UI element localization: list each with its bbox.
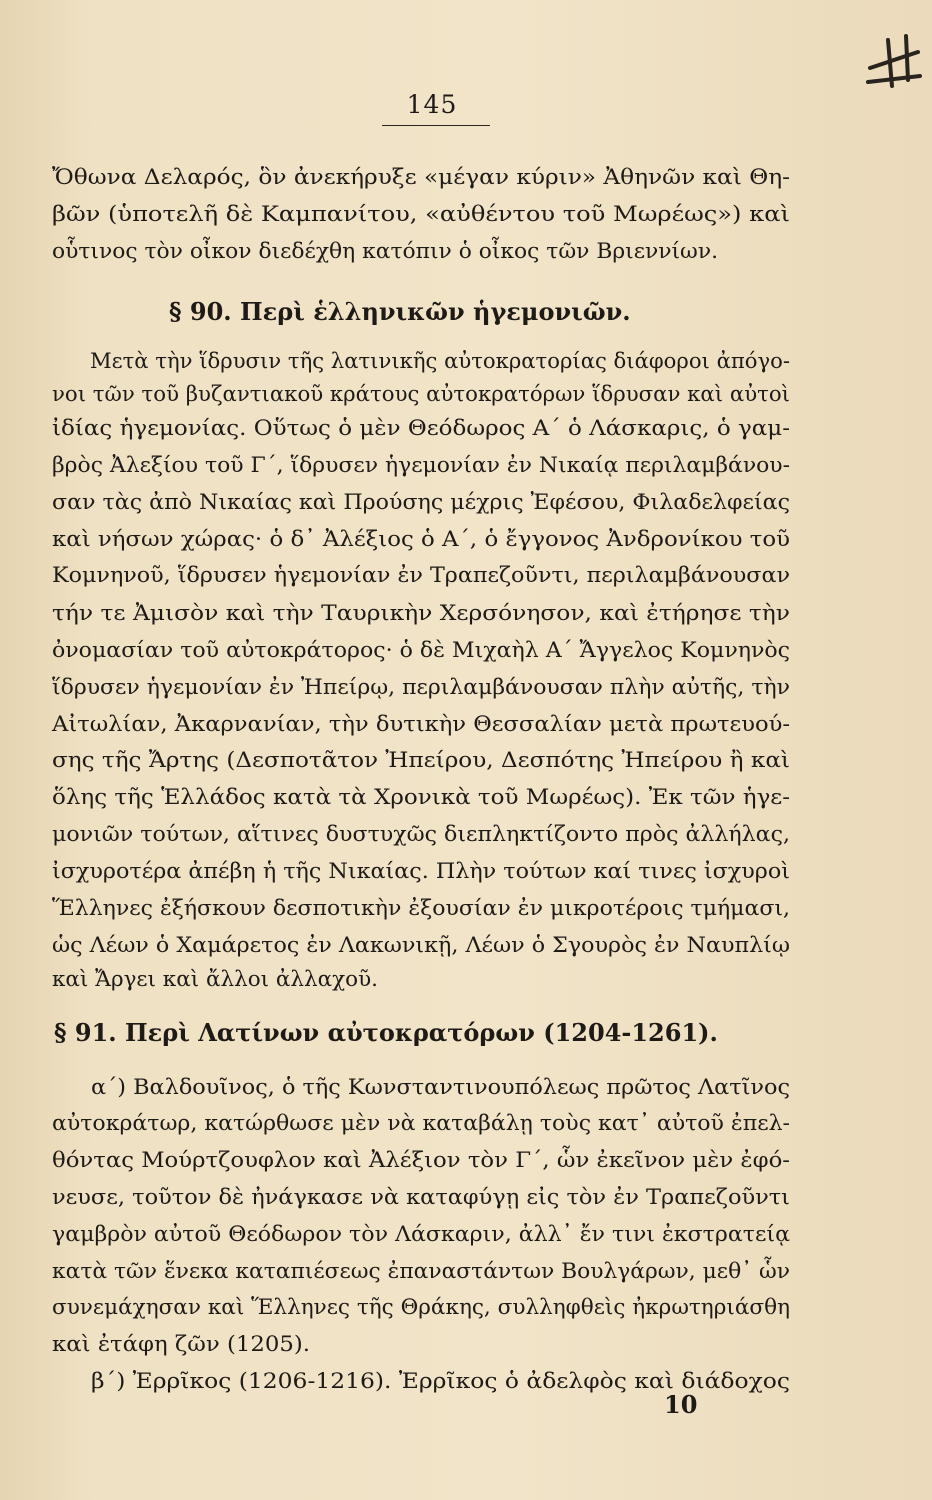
text-line: νευσε, τοῦτον δὲ ἠνάγκασε νὰ καταφύγῃ εἰς τὸν ἐν Τραπεζοῦντι: [52, 1185, 790, 1209]
text-line: θόντας Μούρτζουφλον καὶ Ἀλέξιον τὸν Γ΄, ὧν ἐκεῖνον μὲν ἐφό-: [52, 1148, 790, 1172]
text-line: β΄) Ἐρρῖκος (1206-1216). Ἐρρῖκος ὁ ἀδελφὸς καὶ διάδοχος: [91, 1369, 790, 1393]
text-line: ἰσχυροτέρα ἀπέβη ἡ τῆς Νικαίας. Πλὴν τούτων καί τινες ἰσχυροὶ: [52, 859, 791, 883]
text-line: συνεμάχησαν καὶ Ἕλληνες τῆς Θράκης, συλληφθεὶς ἠκρωτηριάσθη: [52, 1295, 790, 1319]
text-line: Αἰτωλίαν, Ἀκαρνανίαν, τὴν δυτικὴν Θεσσαλίαν μετὰ πρωτευού-: [52, 712, 790, 736]
section-heading: § 91. Περὶ Λατίνων αὐτοκρατόρων (1204-1261).: [54, 1018, 718, 1047]
text-line: ὀνομασίαν τοῦ αὐτοκράτορος· ὁ δὲ Μιχαὴλ Α΄ Ἄγγελος Κομνηνὸς: [52, 638, 790, 662]
text-line: βρὸς Ἀλεξίου τοῦ Γ΄, ἵδρυσεν ἡγεμονίαν ἐν Νικαίᾳ περιλαμβάνου-: [52, 453, 790, 477]
text-line: ὡς Λέων ὁ Χαμάρετος ἐν Λακωνικῇ, Λέων ὁ Σγουρὸς ἐν Ναυπλίῳ: [52, 933, 791, 957]
handwritten-mark-icon: [862, 28, 924, 90]
section-heading: § 90. Περὶ ἑλληνικῶν ἡγεμονιῶν.: [169, 297, 631, 326]
text-line: μονιῶν τούτων, αἵτινες δυστυχῶς διεπληκτίζοντο πρὸς ἀλλήλας,: [52, 822, 790, 846]
text-line: ἰδίας ἡγεμονίας. Οὕτως ὁ μὲν Θεόδωρος Α΄ ὁ Λάσκαρις, ὁ γαμ-: [52, 416, 790, 440]
text-line: Ἕλληνες ἐξήσκουν δεσποτικὴν ἐξουσίαν ἐν μικροτέροις τμήμασι,: [52, 896, 790, 920]
header-rule: [382, 125, 490, 126]
text-line: Κομνηνοῦ, ἵδρυσεν ἡγεμονίαν ἐν Τραπεζοῦντι, περιλαμβάνουσαν: [52, 563, 790, 587]
page-number: 145: [406, 90, 458, 119]
text-line: βῶν (ὑποτελῆ δὲ Καμπανίτου, «αὐθέντου τοῦ Μωρέως») καὶ: [52, 202, 790, 226]
text-line: σης τῆς Ἄρτης (Δεσποτᾶτον Ἠπείρου, Δεσπότης Ἠπείρου ἢ καὶ: [52, 748, 790, 772]
text-line: Ὄθωνα Δελαρός, ὃν ἀνεκήρυξε «μέγαν κύριν» Ἀθηνῶν καὶ Θη-: [52, 165, 790, 189]
text-line: γαμβρὸν αὐτοῦ Θεόδωρον τὸν Λάσκαριν, ἀλλ᾽ ἔν τινι ἐκστρατείᾳ: [52, 1222, 791, 1246]
text-line: α΄) Βαλδουῖνος, ὁ τῆς Κωνσταντινουπόλεως πρῶτος Λατῖνος: [91, 1075, 790, 1099]
text-line: ἵδρυσεν ἡγεμονίαν ἐν Ἠπείρῳ, περιλαμβάνουσαν πλὴν αὐτῆς, τὴν: [52, 675, 790, 699]
text-line: καὶ νήσων χώρας· ὁ δ᾽ Ἀλέξιος ὁ Α΄, ὁ ἔγγονος Ἀνδρονίκου τοῦ: [52, 527, 790, 551]
text-line: Μετὰ τὴν ἵδρυσιν τῆς λατινικῆς αὐτοκρατορίας διάφοροι ἀπόγο-: [90, 349, 791, 373]
text-line: κατὰ τῶν ἕνεκα καταπιέσεως ἐπαναστάντων Βουλγάρων, μεθ᾽ ὧν: [52, 1259, 790, 1283]
text-line: καὶ ἐτάφη ζῶν (1205).: [52, 1332, 310, 1356]
text-line: ὅλης τῆς Ἑλλάδος κατὰ τὰ Χρονικὰ τοῦ Μωρέως). Ἐκ τῶν ἡγε-: [52, 785, 790, 809]
text-line: τήν τε Ἀμισὸν καὶ τὴν Ταυρικὴν Χερσόνησον, καὶ ἐτήρησε τὴν: [52, 601, 790, 625]
text-line: οὗτινος τὸν οἶκον διεδέχθη κατόπιν ὁ οἶκος τῶν Βριεννίων.: [52, 239, 718, 263]
printer-signature: 10: [664, 1390, 698, 1419]
text-line: νοι τῶν τοῦ βυζαντιακοῦ κράτους αὐτοκρατόρων ἵδρυσαν καὶ αὐτοὶ: [52, 382, 790, 406]
text-line: καὶ Ἄργει καὶ ἄλλοι ἀλλαχοῦ.: [52, 967, 378, 991]
text-line: σαν τὰς ἀπὸ Νικαίας καὶ Προύσης μέχρις Ἐφέσου, Φιλαδελφείας: [52, 490, 790, 514]
text-line: αὐτοκράτωρ, κατώρθωσε μὲν νὰ καταβάλῃ τοὺς κατ᾽ αὐτοῦ ἐπελ-: [52, 1111, 790, 1135]
